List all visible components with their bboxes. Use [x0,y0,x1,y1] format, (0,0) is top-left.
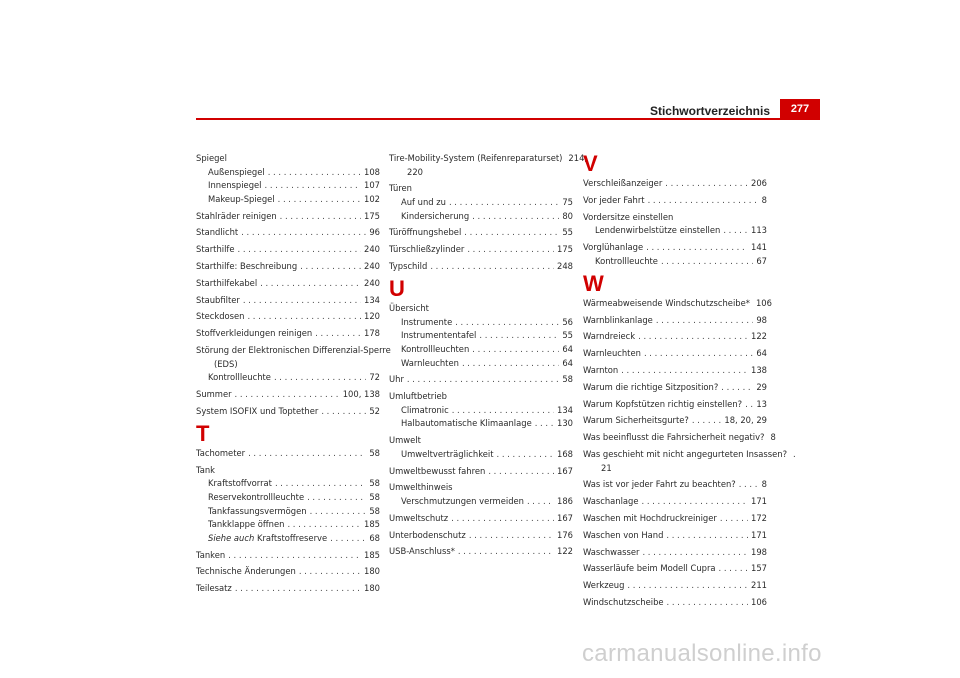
index-subentry: Lendenwirbelstütze einstellen . . . 113 [583,224,767,237]
index-entry: Uhr . . . 58 [389,373,573,386]
index-subentry: Instrumente . . . 56 [389,316,573,329]
index-entry: Was geschieht mit nicht angegurteten Insassen? . [583,448,796,459]
section-letter-w: W [583,270,604,296]
index-subentry: Umweltverträglichkeit . . . 168 [389,448,573,461]
index-entry: Verschleißanzeiger . . . 206 [583,177,767,190]
index-entry: Wärmeabweisende Windschutzscheibe* 106 [583,297,772,308]
index-entry: Warum Kopfstützen richtig einstellen? . . . 13 [583,398,767,411]
index-subentry: Kontrollleuchten . . . 64 [389,343,573,356]
index-entry: Spiegel [196,153,227,163]
index-entry: Starthilfe . . . 240 [196,243,380,256]
index-entry: Warndreieck . . . 122 [583,330,767,343]
index-entry: Tire-Mobility-System (Reifenreparaturset) 214, [389,153,588,163]
index-subentry: Warnleuchten . . . 64 [389,357,573,370]
header-rule [196,118,820,120]
index-entry: Warnton . . . 138 [583,364,767,377]
index-subentry: Reservekontrollleuchte . . . 58 [196,491,380,504]
index-entry: Waschen mit Hochdruckreiniger . . . 172 [583,512,767,525]
index-subentry: Innenspiegel . . . 107 [196,179,380,192]
header-title: Stichwortverzeichnis [649,104,770,118]
index-subentry: Auf und zu . . . 75 [389,196,573,209]
page-number-tab: 277 [780,99,820,119]
index-subentry: Instrumententafel . . . 55 [389,329,573,342]
index-entry: Waschanlage . . . 171 [583,495,767,508]
index-entry: Umwelthinweis [389,482,453,493]
index-column-1 [196,152,391,599]
index-entry: Werkzeug . . . 211 [583,579,767,592]
index-entry: Starthilfe: Beschreibung . . . 240 [196,260,380,273]
index-entry: Türschließzylinder . . . 175 [389,243,573,256]
index-entry: Waschwasser . . . 198 [583,546,767,559]
section-letter-t: T [196,420,210,446]
watermark: carmanualsonline.info [582,640,822,667]
index-entry-continuation: (EDS) [214,358,238,369]
index-entry: Tachometer . . . 58 [196,447,380,460]
index-entry: Umwelt [389,435,421,446]
index-subentry: Kindersicherung . . . 80 [389,210,573,223]
index-entry: Summer . . . 100, 138 [196,388,380,401]
index-subentry: Kontrollleuchte . . . 67 [583,255,767,268]
index-entry: USB-Anschluss* . . . 122 [389,545,573,558]
section-letter-v: V [583,151,598,176]
index-entry: Technische Änderungen . . . 180 [196,565,380,578]
index-subentry: Halbautomatische Klimaanlage . . . 130 [389,417,573,430]
index-entry: Stoffverkleidungen reinigen . . . 178 [196,327,380,340]
index-entry: Wasserläufe beim Modell Cupra . . . 157 [583,562,767,575]
index-subentry: Makeup-Spiegel . . . 102 [196,193,380,206]
index-entry: Tank [196,464,216,475]
index-entry: Windschutzscheibe . . . 106 [583,596,767,609]
index-entry: Warum die richtige Sitzposition? . . . 29 [583,381,767,394]
index-subentry: Climatronic . . . 134 [389,404,573,417]
index-entry: System ISOFIX und Toptether . . . 52 [196,405,380,418]
index-entry-continuation: 21 [601,462,612,473]
index-subentry: Tankfassungsvermögen . . . 58 [196,505,380,518]
index-entry: Warnblinkanlage . . . 98 [583,314,767,327]
index-column-3 [583,151,796,613]
index-entry: Starthilfekabel . . . 240 [196,277,380,290]
index-entry: Warnleuchten . . . 64 [583,347,767,360]
index-entry: Tanken . . . 185 [196,549,380,562]
index-entry: Türen [389,183,412,194]
index-subentry: Außenspiegel . . . 108 [196,166,380,179]
index-column-2 [389,152,588,562]
index-entry: Umluftbetrieb [389,391,447,402]
index-entry: Umweltbewusst fahren . . . 167 [389,465,573,478]
index-entry: Unterbodenschutz . . . 176 [389,529,573,542]
section-letter-u: U [389,276,405,302]
index-entry: Übersicht [389,303,429,314]
index-entry: Umweltschutz . . . 167 [389,512,573,525]
index-subentry: Kontrollleuchte . . . 72 [196,371,380,384]
index-entry: Steckdosen . . . 120 [196,310,380,323]
index-entry: Typschild . . . 248 [389,260,573,273]
index-subentry: Kraftstoffvorrat . . . 58 [196,477,380,490]
index-subentry: Tankklappe öffnen . . . 185 [196,518,380,531]
index-entry: Türöffnungshebel . . . 55 [389,226,573,239]
index-entry: Warum Sicherheitsgurte? . . . 18, 20, 29 [583,414,767,427]
index-entry: Waschen von Hand . . . 171 [583,529,767,542]
index-entry: Was beeinflusst die Fahrsicherheit negativ? 8 [583,432,776,443]
index-subentry-see-also: Siehe auch Kraftstoffreserve . . . 68 [196,532,380,545]
index-entry: Standlicht . . . 96 [196,226,380,239]
index-entry: Vordersitze einstellen [583,211,674,222]
index-entry: Teilesatz . . . 180 [196,582,380,595]
index-entry: Vor jeder Fahrt . . . 8 [583,194,767,207]
index-entry: Staubfilter . . . 134 [196,294,380,307]
index-subentry: Verschmutzungen vermeiden . . . 186 [389,495,573,508]
index-entry-continuation: 220 [407,166,423,177]
index-entry: Stahlräder reinigen . . . 175 [196,210,380,223]
index-entry: Was ist vor jeder Fahrt zu beachten? . . . 8 [583,478,767,491]
index-entry: Vorglühanlage . . . 141 [583,241,767,254]
index-entry: Störung der Elektronischen Differenzial-Sperre [196,344,391,355]
